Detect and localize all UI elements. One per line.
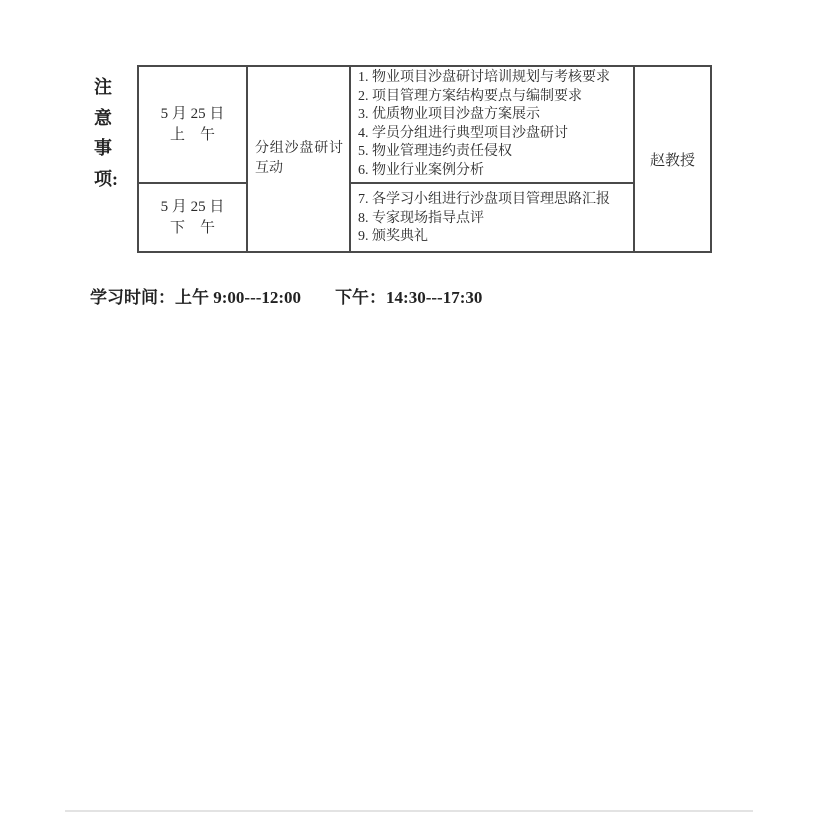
study-time-morning: 学习时间：上午 9:00---12:00 (90, 288, 302, 307)
topic-item: 6. 物业行业案例分析 (358, 162, 484, 178)
topic-item: 4. 学员分组进行典型项目沙盘研讨 (358, 125, 568, 141)
period-text: 上 午 (169, 126, 215, 143)
notes-label-char: 注 (94, 77, 112, 97)
table-row-morning (138, 66, 711, 183)
date-cell-afternoon (138, 183, 247, 252)
activity-cell (247, 66, 350, 252)
topic-item: 9. 颁奖典礼 (358, 229, 428, 245)
date-text: 5 月 25 日 (160, 198, 225, 215)
topic-item: 2. 项目管理方案结构要点与编制要求 (358, 88, 582, 104)
notes-label (94, 72, 118, 194)
topic-item: 5. 物业管理违约责任侵权 (358, 144, 512, 159)
study-time-afternoon: 下午：14:30---17:30 (335, 288, 483, 307)
date-text: 5 月 25 日 (160, 105, 225, 122)
notes-label-char: 意 (94, 107, 112, 128)
study-time-line (90, 283, 482, 308)
page-bottom-divider (65, 810, 753, 812)
date-cell-morning (138, 66, 247, 183)
activity-text: 分组沙盘研讨互动 (255, 141, 343, 176)
topic-item: 3. 优质物业项目沙盘方案展示 (358, 107, 540, 122)
topic-item: 7. 各学习小组进行沙盘项目管理思路汇报 (358, 192, 610, 208)
instructor-cell: 赵教授 (634, 66, 711, 252)
period-text: 下 午 (169, 219, 215, 236)
topics-cell-afternoon (350, 183, 634, 252)
topics-cell-morning (350, 66, 634, 183)
topic-item: 8. 专家现场指导点评 (358, 210, 484, 226)
notes-label-char: 事 (94, 138, 112, 158)
notes-label-char: 项: (94, 168, 118, 189)
table-row-afternoon (138, 183, 711, 252)
schedule-table (137, 65, 712, 253)
topic-item: 1. 物业项目沙盘研讨培训规划与考核要求 (358, 70, 610, 85)
